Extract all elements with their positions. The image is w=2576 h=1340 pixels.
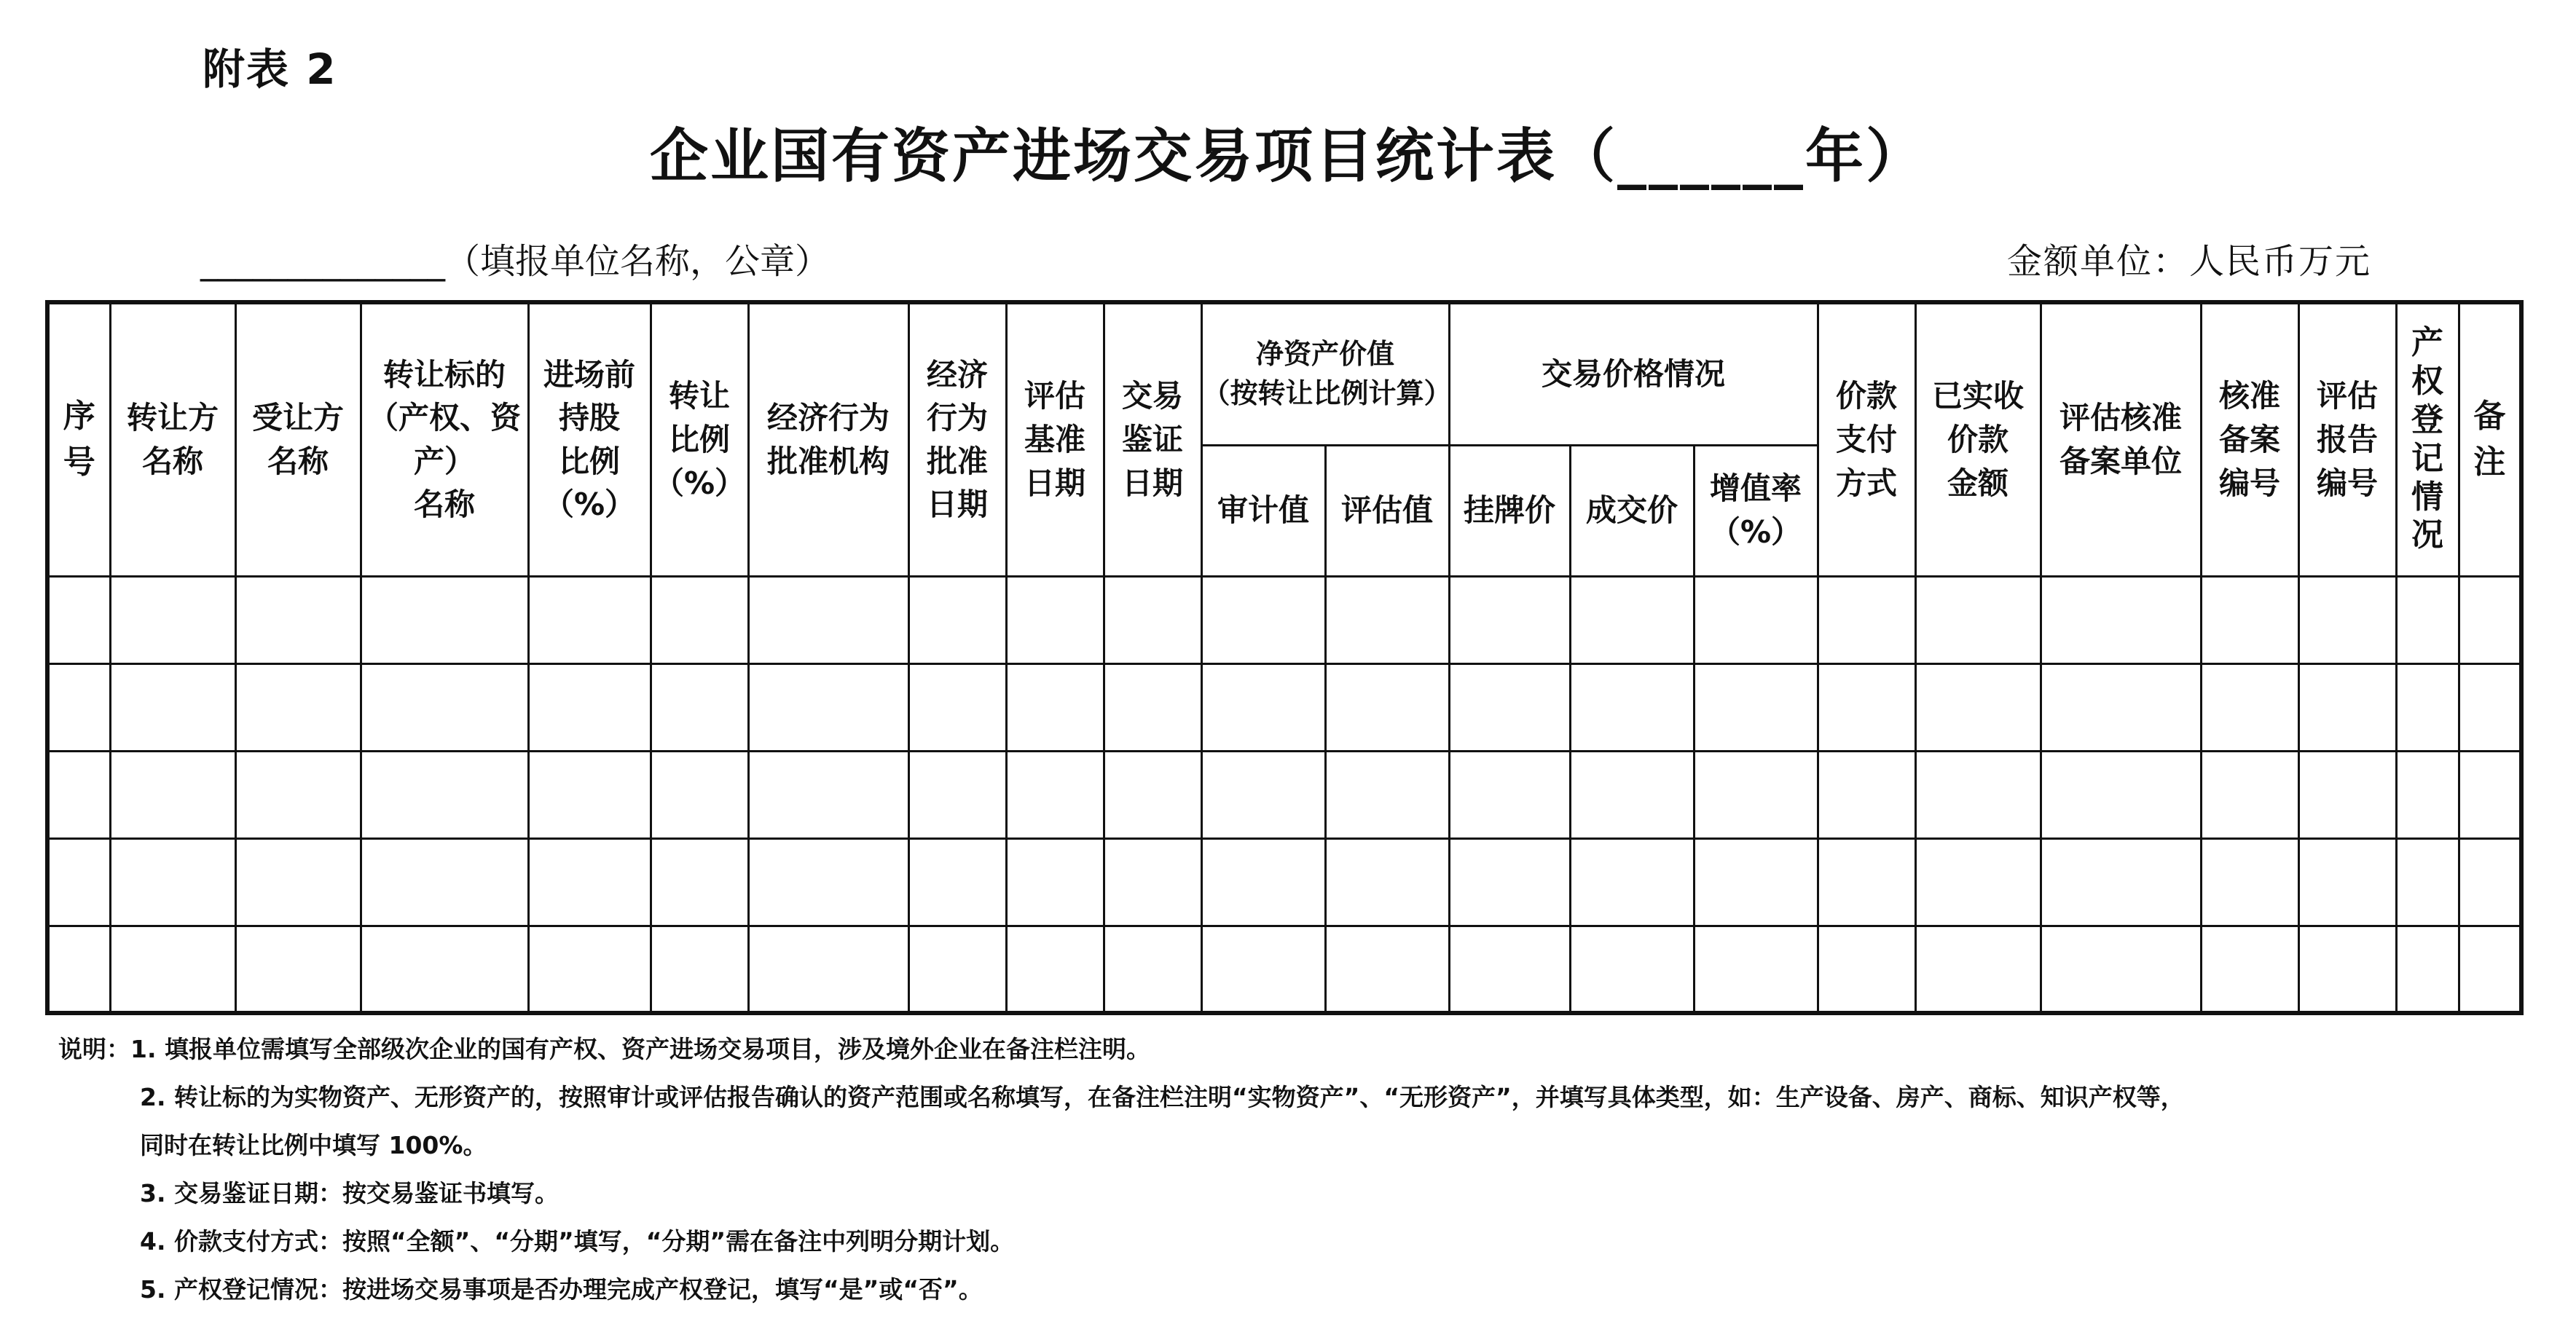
- table-cell: [235, 838, 361, 926]
- header-property-reg: 产 权 登 记 情 况: [2396, 302, 2459, 576]
- table-row: [47, 663, 2521, 751]
- table-cell: [2201, 838, 2298, 926]
- table-cell: [651, 838, 748, 926]
- table-cell: [2459, 838, 2521, 926]
- header-subject: 转让标的 （产权、资产） 名称: [361, 302, 528, 576]
- table-cell: [2041, 751, 2201, 838]
- table-cell: [748, 926, 908, 1013]
- table-cell: [1325, 838, 1449, 926]
- table-cell: [1006, 576, 1104, 663]
- table-cell: [1325, 751, 1449, 838]
- table-cell: [1818, 926, 1915, 1013]
- header-received: 已实收 价款 金额: [1915, 302, 2041, 576]
- table-cell: [1915, 926, 2041, 1013]
- table-cell: [2041, 926, 2201, 1013]
- table-cell: [908, 838, 1006, 926]
- header-verify-date: 交易 鉴证 日期: [1104, 302, 1201, 576]
- table-cell: [528, 751, 651, 838]
- header-eval-value: 评估值: [1325, 445, 1449, 576]
- header-audit-value: 审计值: [1201, 445, 1325, 576]
- table-cell: [528, 838, 651, 926]
- table-cell: [1006, 663, 1104, 751]
- table-cell: [2396, 663, 2459, 751]
- table-cell: [2396, 926, 2459, 1013]
- header-list-price: 挂牌价: [1449, 445, 1570, 576]
- table-row: [47, 926, 2521, 1013]
- table-cell: [1201, 926, 1325, 1013]
- table-cell: [908, 751, 1006, 838]
- table-cell: [1570, 751, 1694, 838]
- table-row: [47, 838, 2521, 926]
- table-cell: [1325, 576, 1449, 663]
- table-cell: [1201, 576, 1325, 663]
- table-cell: [2298, 838, 2396, 926]
- table-cell: [2201, 576, 2298, 663]
- table-cell: [1006, 751, 1104, 838]
- table-cell: [110, 838, 235, 926]
- table-cell: [1570, 576, 1694, 663]
- table-cell: [1104, 576, 1201, 663]
- table-cell: [2041, 576, 2201, 663]
- header-increase-rate: 增值率 （%）: [1694, 445, 1818, 576]
- table-cell: [748, 838, 908, 926]
- header-report-no: 评估 报告 编号: [2298, 302, 2396, 576]
- table-cell: [1006, 926, 1104, 1013]
- table-cell: [1818, 838, 1915, 926]
- table-cell: [1694, 663, 1818, 751]
- header-transfer-ratio: 转让 比例 （%）: [651, 302, 748, 576]
- table-cell: [361, 576, 528, 663]
- table-cell: [1104, 926, 1201, 1013]
- reporting-unit-line: ______________（填报单位名称，公章）: [200, 241, 830, 282]
- table-cell: [651, 751, 748, 838]
- table-cell: [361, 838, 528, 926]
- table-cell: [1694, 576, 1818, 663]
- table-cell: [47, 663, 110, 751]
- header-transferor: 转让方 名称: [110, 302, 235, 576]
- header-base-date: 评估 基准 日期: [1006, 302, 1104, 576]
- table-cell: [47, 751, 110, 838]
- table-cell: [1818, 663, 1915, 751]
- note-2-cont: 同时在转让比例中填写 100%。: [140, 1131, 487, 1159]
- table-cell: [110, 663, 235, 751]
- table-cell: [110, 751, 235, 838]
- table-cell: [2298, 751, 2396, 838]
- table-row: [47, 576, 2521, 663]
- notes: [58, 1025, 2185, 1314]
- table-cell: [908, 663, 1006, 751]
- table-cell: [1694, 751, 1818, 838]
- table-cell: [1915, 838, 2041, 926]
- table-cell: [235, 751, 361, 838]
- table-cell: [2459, 576, 2521, 663]
- table-cell: [235, 663, 361, 751]
- table-cell: [748, 751, 908, 838]
- table-cell: [1006, 838, 1104, 926]
- table-cell: [1570, 663, 1694, 751]
- table-cell: [2298, 926, 2396, 1013]
- table-cell: [235, 576, 361, 663]
- table-cell: [1449, 926, 1570, 1013]
- note-2: 2. 转让标的为实物资产、无形资产的，按照审计或评估报告确认的资产范围或名称填写，在备注栏注明“实物资产”、“无形资产”，并填写具体类型，如：生产设备、房产、商标、知识产权等，: [140, 1083, 2185, 1111]
- header-row-1: [47, 302, 2521, 445]
- table-cell: [1449, 751, 1570, 838]
- page-title: 企业国有资产进场交易项目统计表（______年）: [650, 122, 1926, 190]
- table-cell: [1104, 751, 1201, 838]
- table-cell: [2041, 663, 2201, 751]
- table-cell: [110, 926, 235, 1013]
- header-eval-unit: 评估核准 备案单位: [2041, 302, 2201, 576]
- table-cell: [47, 576, 110, 663]
- table-cell: [1694, 926, 1818, 1013]
- table-cell: [1449, 663, 1570, 751]
- header-net-asset: 净资产价值 （按转让比例计算）: [1201, 302, 1449, 445]
- table-cell: [2201, 926, 2298, 1013]
- table-cell: [1818, 751, 1915, 838]
- table-cell: [47, 838, 110, 926]
- table-cell: [1325, 926, 1449, 1013]
- table-cell: [2459, 751, 2521, 838]
- table-cell: [1570, 838, 1694, 926]
- table-cell: [1915, 751, 2041, 838]
- table-cell: [1449, 838, 1570, 926]
- header-price-group: 交易价格情况: [1449, 302, 1818, 445]
- table-cell: [2298, 663, 2396, 751]
- table-cell: [1915, 576, 2041, 663]
- table-cell: [2041, 838, 2201, 926]
- table-cell: [528, 663, 651, 751]
- amount-unit: 金额单位：人民币万元: [2007, 241, 2372, 282]
- table-cell: [2298, 576, 2396, 663]
- table-cell: [361, 663, 528, 751]
- table-row: [47, 751, 2521, 838]
- header-approval-no: 核准 备案 编号: [2201, 302, 2298, 576]
- header-payment: 价款 支付 方式: [1818, 302, 1915, 576]
- table-cell: [47, 926, 110, 1013]
- table-cell: [528, 926, 651, 1013]
- header-remarks: 备 注: [2459, 302, 2521, 576]
- header-approval-org: 经济行为 批准机构: [748, 302, 908, 576]
- table-cell: [2201, 663, 2298, 751]
- note-4: 4. 价款支付方式：按照“全额”、“分期”填写，“分期”需在备注中列明分期计划。: [140, 1227, 1015, 1256]
- header-deal-price: 成交价: [1570, 445, 1694, 576]
- table-cell: [1915, 663, 2041, 751]
- table-cell: [1201, 663, 1325, 751]
- statistics-table: [45, 300, 2524, 1015]
- table-cell: [1818, 576, 1915, 663]
- note-3: 3. 交易鉴证日期：按交易鉴证书填写。: [140, 1179, 559, 1207]
- table-cell: [908, 576, 1006, 663]
- table-cell: [748, 663, 908, 751]
- table-cell: [2396, 576, 2459, 663]
- table-cell: [1104, 838, 1201, 926]
- note-5: 5. 产权登记情况：按进场交易事项是否办理完成产权登记，填写“是”或“否”。: [140, 1275, 983, 1304]
- table-cell: [235, 926, 361, 1013]
- table-cell: [2459, 926, 2521, 1013]
- note-1: 说明：1. 填报单位需填写全部级次企业的国有产权、资产进场交易项目，涉及境外企业在备注栏注明。: [58, 1035, 1150, 1063]
- table-cell: [908, 926, 1006, 1013]
- table-cell: [2459, 663, 2521, 751]
- header-approval-date: 经济 行为 批准 日期: [908, 302, 1006, 576]
- table-cell: [1104, 663, 1201, 751]
- table-cell: [651, 663, 748, 751]
- table-body: [47, 576, 2521, 1013]
- table-cell: [651, 926, 748, 1013]
- table-cell: [110, 576, 235, 663]
- header-transferee: 受让方 名称: [235, 302, 361, 576]
- table-cell: [2396, 751, 2459, 838]
- table-cell: [2396, 838, 2459, 926]
- table-cell: [2201, 751, 2298, 838]
- table-cell: [528, 576, 651, 663]
- table-cell: [1201, 838, 1325, 926]
- appendix-label: 附表 2: [203, 44, 337, 94]
- table-cell: [1694, 838, 1818, 926]
- table-cell: [1201, 751, 1325, 838]
- table-cell: [1325, 663, 1449, 751]
- table-cell: [361, 751, 528, 838]
- header-pre-ratio: 进场前 持股 比例 （%）: [528, 302, 651, 576]
- table-cell: [361, 926, 528, 1013]
- table-cell: [651, 576, 748, 663]
- table-cell: [1449, 576, 1570, 663]
- header-seq: 序 号: [47, 302, 110, 576]
- table-cell: [748, 576, 908, 663]
- table-cell: [1570, 926, 1694, 1013]
